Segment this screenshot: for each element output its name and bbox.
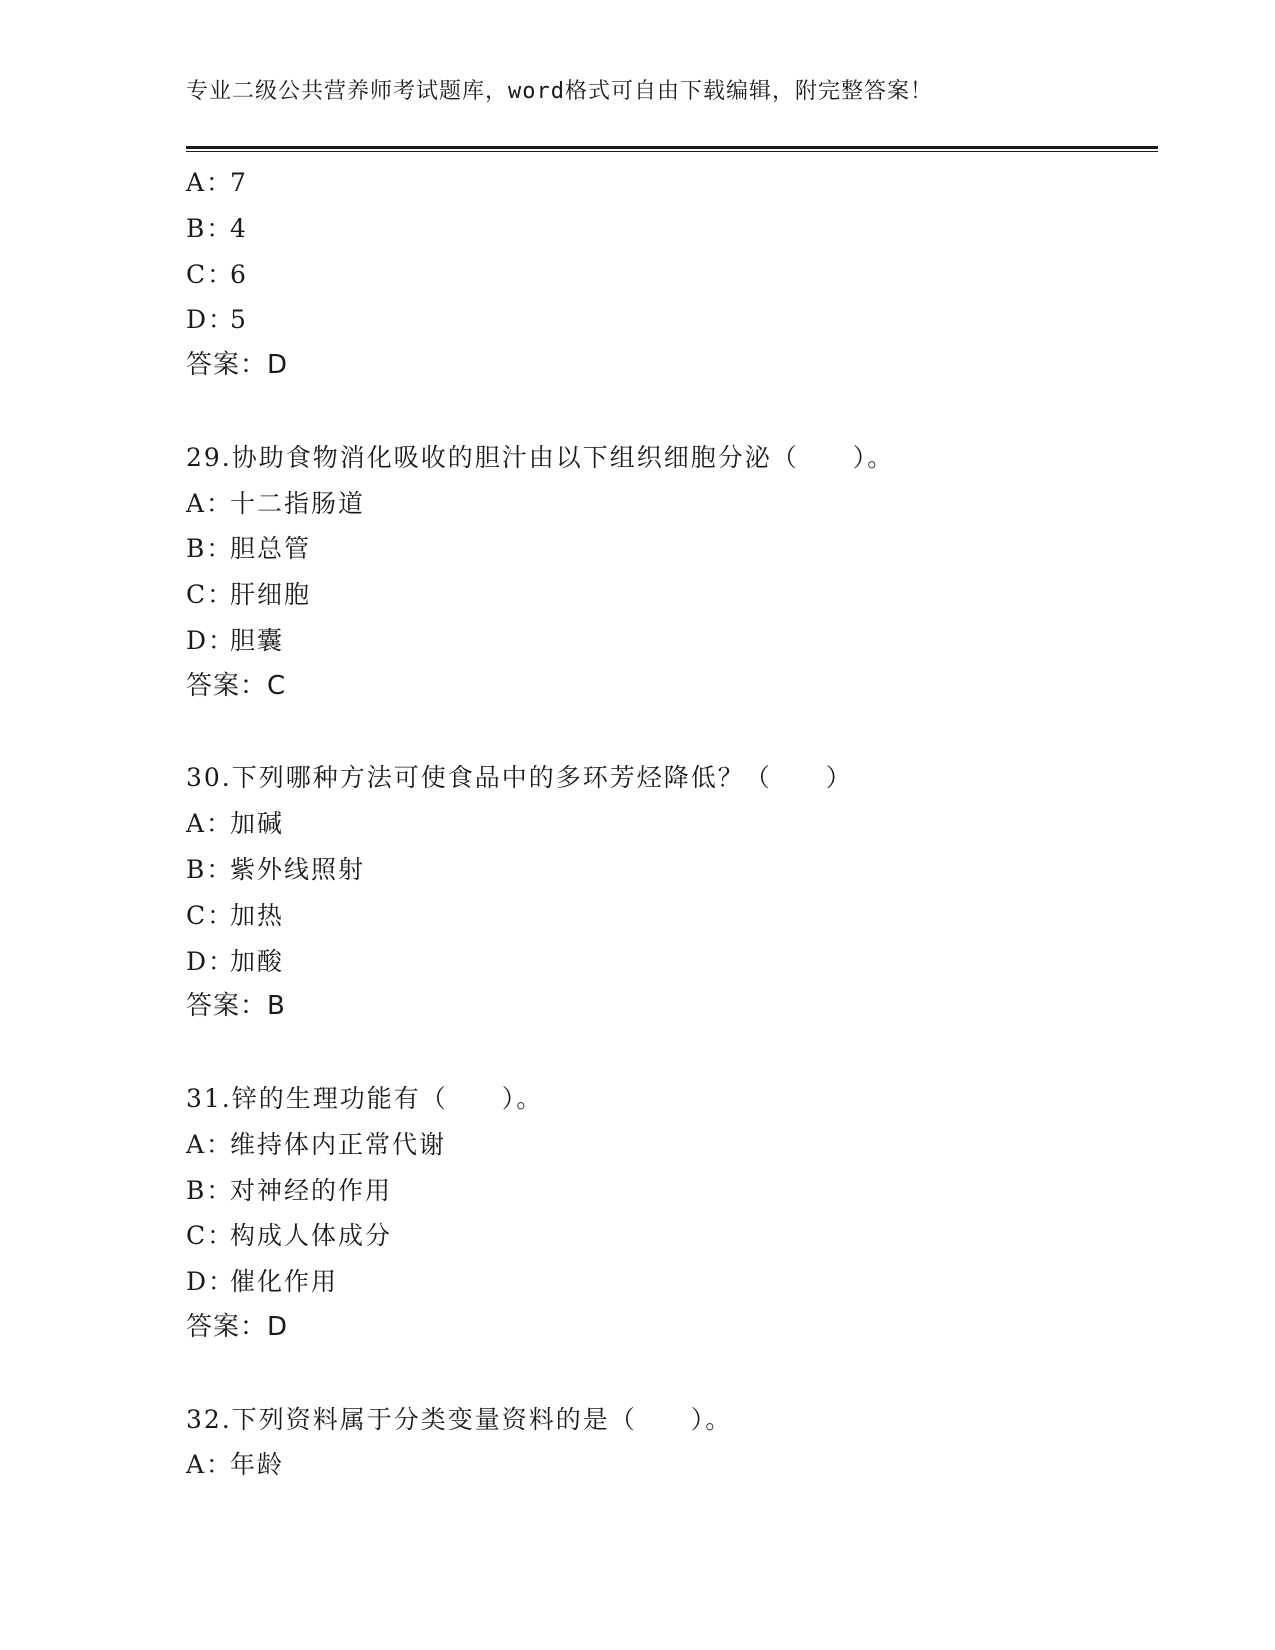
option-key: A： (186, 488, 234, 518)
option-key: D： (186, 946, 236, 976)
option-key: C： (186, 1221, 235, 1251)
option-a (186, 1122, 1158, 1168)
page-header: 专业二级公共营养师考试题库，word格式可自由下载编辑，附完整答案！ (186, 79, 933, 104)
question-block-32 (186, 1397, 1158, 1489)
option-key: B： (186, 213, 234, 243)
option-text: 十二指肠道 (230, 488, 366, 518)
question-block-29 (186, 435, 1158, 710)
question-block-prev (186, 160, 1158, 389)
option-text: 加酸 (230, 946, 285, 976)
option-c (186, 572, 1158, 618)
option-text: 年龄 (230, 1450, 285, 1480)
option-d (186, 618, 1158, 664)
spacer (186, 1030, 1158, 1076)
option-b (186, 206, 1158, 252)
option-text: 5 (230, 305, 248, 335)
option-key: A： (186, 1450, 234, 1480)
option-text: 肝细胞 (230, 580, 312, 610)
option-d (186, 939, 1158, 985)
option-text: 维持体内正常代谢 (230, 1129, 447, 1159)
question-list (186, 160, 1158, 1488)
spacer (186, 1351, 1158, 1397)
option-key: A： (186, 809, 234, 839)
question-stem: 32.下列资料属于分类变量资料的是（ ）。 (186, 1404, 733, 1434)
option-text: 加热 (230, 900, 285, 930)
option-b (186, 847, 1158, 893)
option-key: C： (186, 580, 235, 610)
answer-line: 答案：D (186, 350, 289, 381)
option-text: 紫外线照射 (230, 854, 366, 884)
option-text: 胆囊 (230, 625, 285, 655)
question-stem: 30.下列哪种方法可使食品中的多环芳烃降低？（ ） (186, 763, 853, 793)
option-text: 4 (230, 213, 248, 243)
spacer (186, 389, 1158, 435)
option-key: D： (186, 1267, 236, 1297)
question-stem: 31.锌的生理功能有（ ）。 (186, 1083, 544, 1113)
question-block-31 (186, 1076, 1158, 1351)
question-stem: 29.协助食物消化吸收的胆汁由以下组织细胞分泌（ ）。 (186, 442, 895, 472)
option-key: B： (186, 534, 234, 564)
option-a (186, 160, 1158, 206)
option-d (186, 1259, 1158, 1305)
option-c (186, 1213, 1158, 1259)
option-a (186, 1442, 1158, 1488)
option-text: 加碱 (230, 809, 285, 839)
option-key: B： (186, 1175, 234, 1205)
option-c (186, 252, 1158, 298)
option-text: 构成人体成分 (230, 1221, 393, 1251)
option-key: D： (186, 625, 236, 655)
header-rule-thick (186, 146, 1158, 149)
option-text: 催化作用 (230, 1267, 339, 1297)
option-b (186, 526, 1158, 572)
spacer (186, 710, 1158, 756)
option-b (186, 1168, 1158, 1214)
option-d (186, 297, 1158, 343)
header-rule-thin (186, 151, 1158, 152)
option-c (186, 893, 1158, 939)
option-a (186, 801, 1158, 847)
option-key: C： (186, 900, 235, 930)
answer-line: 答案：D (186, 1311, 289, 1342)
option-key: A： (186, 1129, 234, 1159)
option-key: A： (186, 168, 234, 197)
option-text: 6 (230, 259, 248, 289)
option-text: 7 (230, 168, 248, 197)
question-block-30 (186, 755, 1158, 1030)
option-text: 对神经的作用 (230, 1175, 393, 1205)
option-a (186, 481, 1158, 527)
option-key: D： (186, 305, 236, 335)
option-key: C： (186, 259, 235, 289)
answer-line: 答案：C (186, 670, 287, 701)
option-key: B： (186, 854, 234, 884)
answer-line: 答案：B (186, 991, 286, 1022)
option-text: 胆总管 (230, 534, 312, 564)
